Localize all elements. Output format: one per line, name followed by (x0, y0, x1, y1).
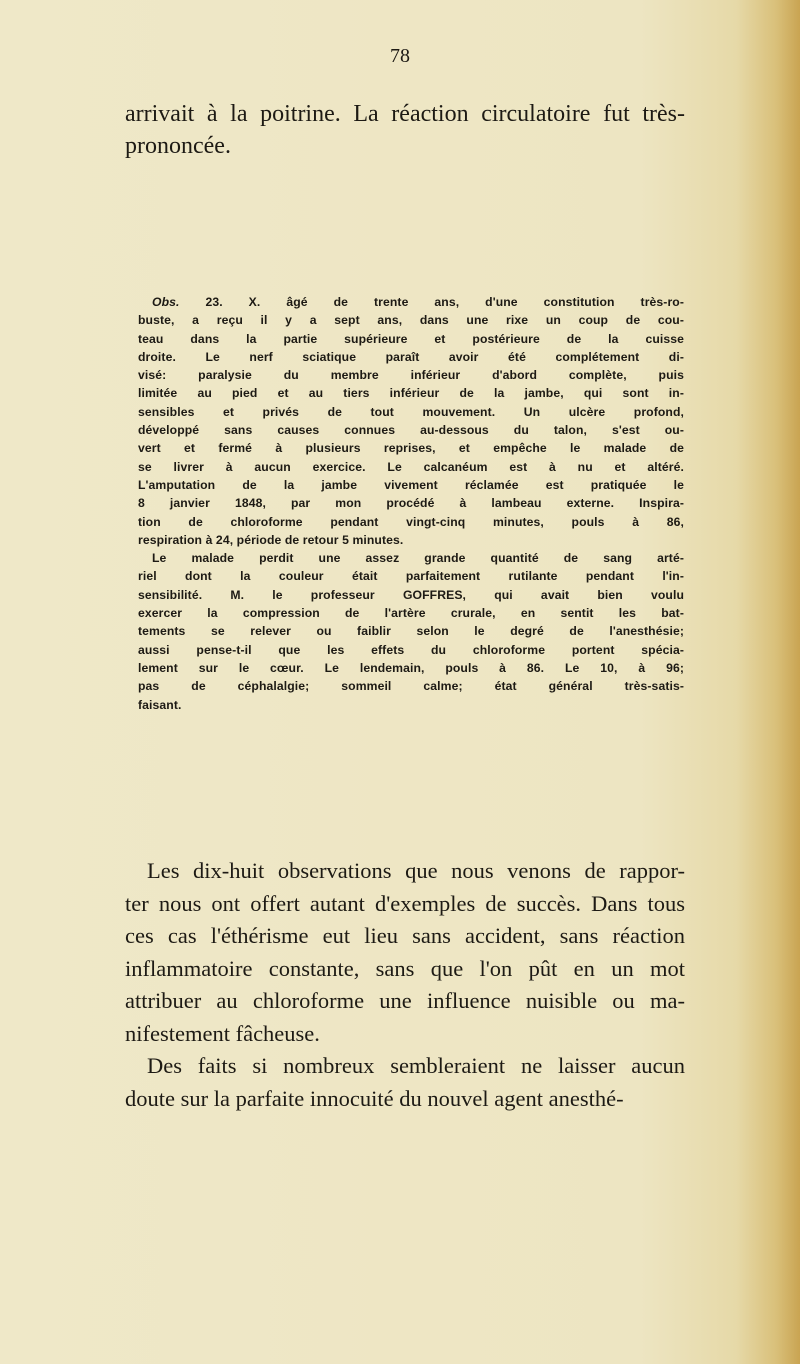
text-line: riel dont la couleur était parfaitement rutilante pendant l'in- (138, 569, 684, 584)
text-line: Le malade perdit une assez grande quantité de sang arté- (152, 551, 684, 566)
text-line: L'amputation de la jambe vivement réclamée est pratiquée le (138, 477, 684, 492)
text-line: tements se relever ou faiblir selon le degré de l'anesthésie; (138, 624, 684, 639)
text-line: inflammatoire constante, sans que l'on pût en un mot (125, 955, 685, 981)
text-line: nifestement fâcheuse. (125, 1020, 320, 1046)
text-line: limitée au pied et au tiers inférieur de la jambe, qui sont in- (138, 386, 684, 401)
text-line: buste, a reçu il y a sept ans, dans une rixe un coup de cou- (138, 313, 684, 328)
text-line: visé: paralysie du membre inférieur d'abord complète, puis (138, 368, 684, 383)
text-line: Les dix-huit observations que nous venons de rappor- (147, 858, 685, 883)
text-line: Des faits si nombreux sembleraient ne laisser aucun (147, 1053, 685, 1078)
text-line: ter nous ont offert autant d'exemples de succès. Dans tous (125, 890, 685, 916)
text-line: droite. Le nerf sciatique paraît avoir été complétement di- (138, 349, 684, 364)
intro-paragraph (125, 98, 685, 162)
text-line: se livrer à aucun exercice. Le calcanéum est à nu et altéré. (138, 459, 684, 474)
text-line: teau dans la partie supérieure et postérieure de la cuisse (138, 331, 684, 346)
text-line: ces cas l'éthérisme eut lieu sans accident, sans réaction (125, 923, 685, 948)
text-line: 8 janvier 1848, par mon procédé à lambeau externe. Inspira- (138, 496, 684, 511)
conclusion-text (125, 855, 685, 1115)
text-line: arrivait à la poitrine. La réaction circulatoire fut très- (125, 101, 685, 127)
page-number: 78 (390, 45, 410, 67)
text-line: faisant. (138, 697, 182, 712)
text-line: sensibilité. M. le professeur GOFFRES, qui avait bien voulu (138, 587, 684, 602)
text-line: attribuer au chloroforme une influence nuisible ou ma- (125, 988, 685, 1013)
text-line: pas de céphalalgie; sommeil calme; état général très-satis- (138, 679, 684, 694)
text-line: respiration à 24, période de retour 5 minutes. (138, 532, 404, 547)
observation-23 (138, 293, 684, 714)
text-line: exercer la compression de l'artère crurale, en sentit les bat- (138, 606, 684, 621)
text-line: vert et fermé à plusieurs reprises, et empêche le malade de (138, 441, 684, 456)
text-line: développé sans causes connues au-dessous du talon, s'est ou- (138, 423, 684, 438)
text-line: prononcée. (125, 133, 231, 159)
text-line: sensibles et privés de tout mouvement. Un ulcère profond, (138, 404, 684, 419)
text-line: doute sur la parfaite innocuité du nouvel agent anesthé- (125, 1085, 624, 1111)
text-line: tion de chloroforme pendant vingt-cinq minutes, pouls à 86, (138, 514, 684, 529)
text-line: aussi pense-t-il que les effets du chloroforme portent spécia- (138, 642, 684, 657)
text-line: Obs. 23. X. âgé de trente ans, d'une constitution très-ro- (152, 295, 684, 309)
text-line: lement sur le cœur. Le lendemain, pouls à 86. Le 10, à 96; (138, 660, 684, 675)
